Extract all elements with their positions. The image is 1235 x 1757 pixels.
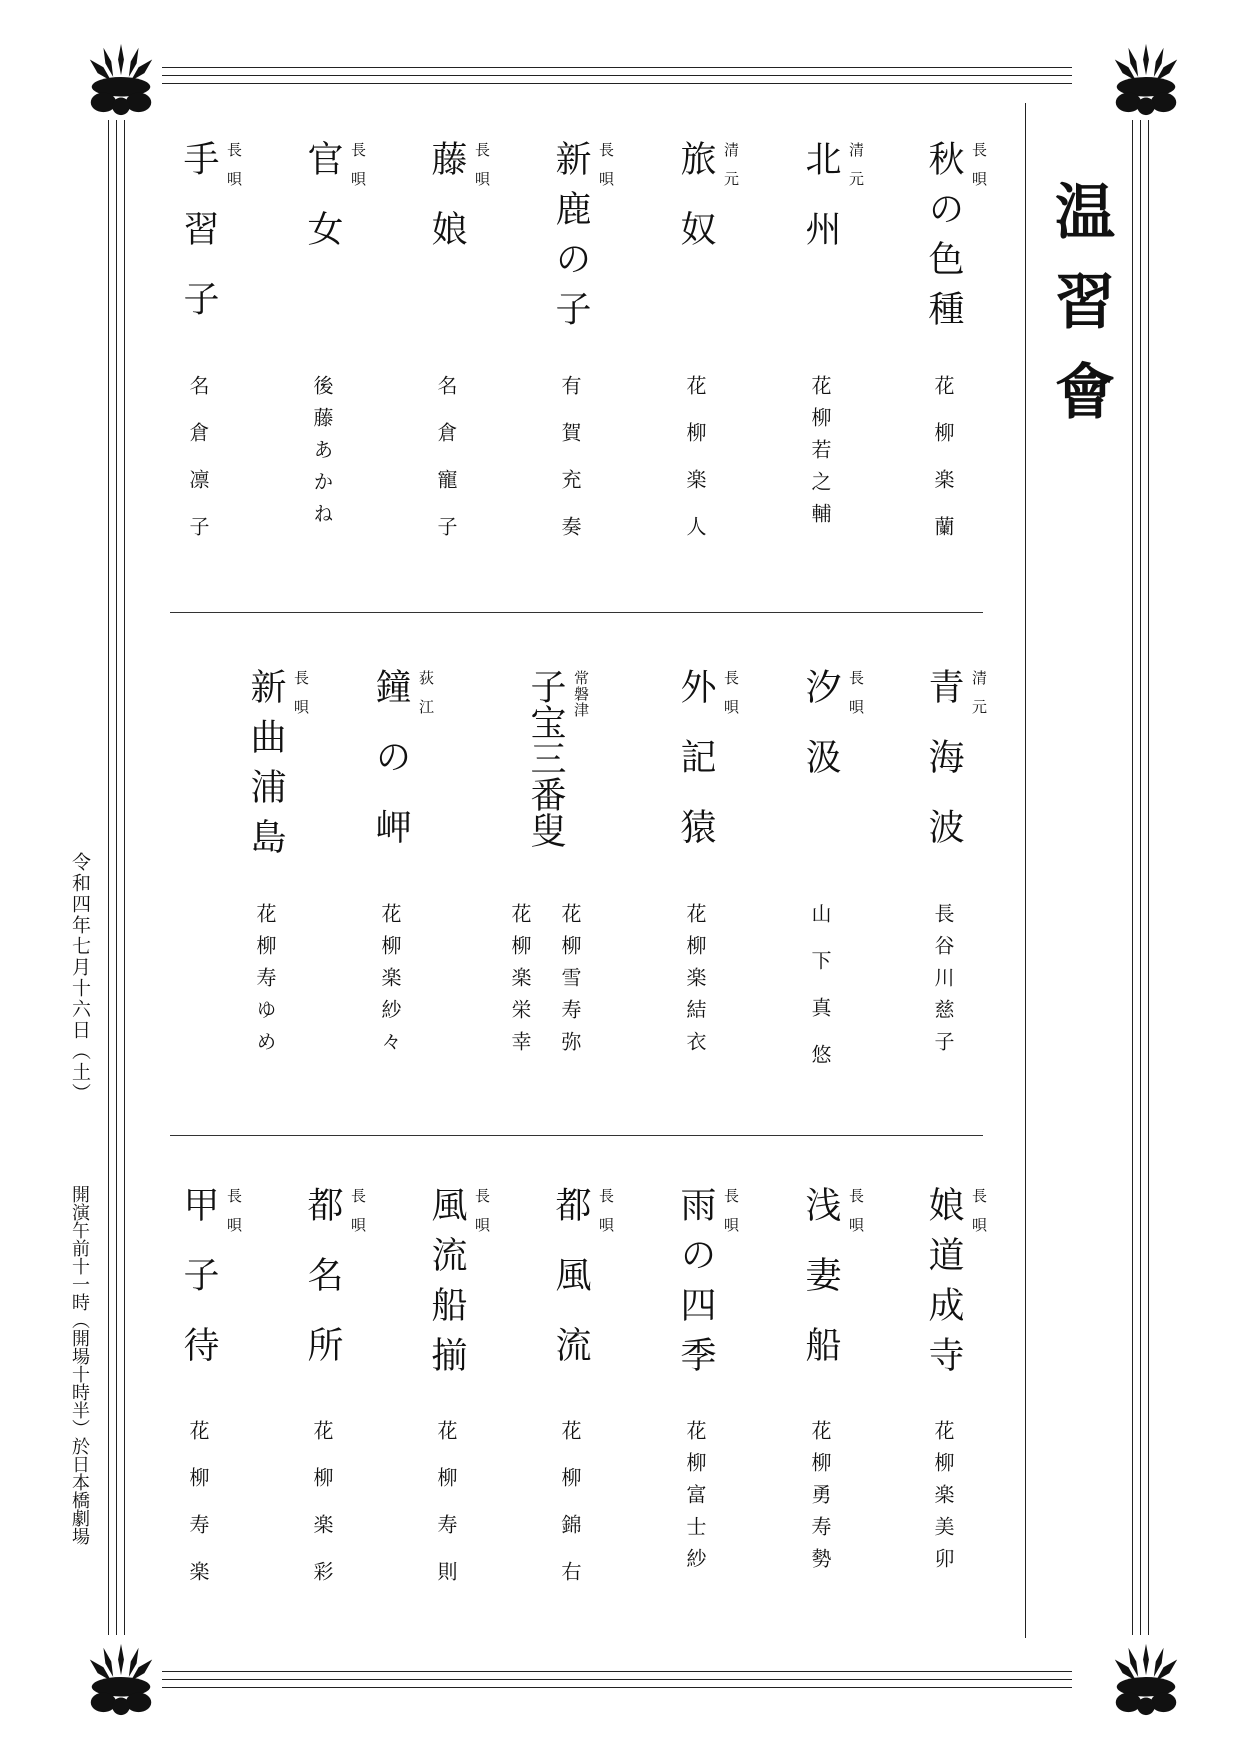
event-date: 令和四年七月十六日（土）	[69, 852, 91, 1104]
program-genre: 荻江	[417, 670, 435, 728]
paulownia-crest-icon	[82, 40, 160, 118]
row-separator	[170, 1135, 983, 1136]
paulownia-crest-icon	[1107, 1640, 1185, 1718]
performer-name: 花柳寿則	[434, 1420, 458, 1608]
program-genre: 長唄	[292, 670, 310, 728]
performer-name: 花柳勇寿勢	[808, 1420, 832, 1580]
program-genre: 常磐津	[572, 670, 590, 718]
program-genre: 清元	[847, 142, 865, 200]
program-genre: 長唄	[349, 142, 367, 200]
program-genre: 長唄	[349, 1188, 367, 1246]
paulownia-crest-icon	[82, 1640, 160, 1718]
page-title: 温習會	[1045, 180, 1115, 450]
performer-name: 花柳若之輔	[808, 375, 832, 535]
program-title: 汐汲	[800, 668, 841, 808]
program-title: 都風流	[550, 1186, 591, 1396]
program-genre: 長唄	[847, 1188, 865, 1246]
paulownia-crest-icon	[1107, 40, 1185, 118]
program-genre: 長唄	[473, 1188, 491, 1246]
program-title: 手習子	[178, 140, 219, 350]
program-title: 新鹿の子	[550, 140, 591, 340]
performer-name: 花柳楽人	[683, 375, 707, 563]
performer-name: 花柳楽紗々	[378, 903, 402, 1063]
performer-name: 花柳楽結衣	[683, 903, 707, 1063]
program-title: 青海波	[923, 668, 964, 878]
program-title: 北州	[800, 140, 841, 280]
program-genre: 長唄	[970, 142, 988, 200]
program-title: 秋の色種	[923, 140, 964, 340]
row-separator	[170, 612, 983, 613]
event-time-venue: 開演午前十一時（開場十時半）於日本橋劇場	[69, 1185, 90, 1545]
program-title: 新曲浦島	[245, 668, 286, 868]
performer-name: 名倉寵子	[434, 375, 458, 563]
performer-name: 山下真悠	[808, 903, 832, 1091]
performer-name: 長谷川慈子	[931, 903, 955, 1063]
program-genre: 長唄	[597, 1188, 615, 1246]
program-title: 藤娘	[426, 140, 467, 280]
program-title: 官女	[302, 140, 343, 280]
program-title: 娘道成寺	[923, 1186, 964, 1386]
program-title: 都名所	[302, 1186, 343, 1396]
program-title: 子宝三番叟	[525, 668, 566, 848]
program-title: 外記猿	[675, 668, 716, 878]
performer-name: 有賀充奏	[558, 375, 582, 563]
program-genre: 長唄	[473, 142, 491, 200]
performer-name: 花柳楽蘭	[931, 375, 955, 563]
program-title: 鐘の岬	[370, 668, 411, 878]
program-genre: 清元	[722, 142, 740, 200]
performer-name: 花柳楽美卯	[931, 1420, 955, 1580]
program-title: 旅奴	[675, 140, 716, 280]
program-genre: 清元	[970, 670, 988, 728]
program-title: 風流船揃	[426, 1186, 467, 1386]
program-genre: 長唄	[847, 670, 865, 728]
program-genre: 長唄	[722, 670, 740, 728]
program-genre: 長唄	[970, 1188, 988, 1246]
program-title: 雨の四季	[675, 1186, 716, 1386]
performer-name: 花柳寿ゆめ	[253, 903, 277, 1063]
performer-name: 後藤あかね	[310, 375, 334, 535]
performer-name: 花柳雪寿弥	[558, 903, 582, 1063]
performer-name: 花柳寿楽	[186, 1420, 210, 1608]
program-title: 浅妻船	[800, 1186, 841, 1396]
performer-name: 花柳楽彩	[310, 1420, 334, 1608]
performer-name: 名倉凛子	[186, 375, 210, 563]
program-title: 甲子待	[178, 1186, 219, 1396]
program-genre: 長唄	[597, 142, 615, 200]
program-genre: 長唄	[225, 1188, 243, 1246]
performer-name: 花柳富士紗	[683, 1420, 707, 1580]
program-genre: 長唄	[722, 1188, 740, 1246]
performer-name: 花柳錦右	[558, 1420, 582, 1608]
performer-name: 花柳楽栄幸	[508, 903, 532, 1063]
program-genre: 長唄	[225, 142, 243, 200]
